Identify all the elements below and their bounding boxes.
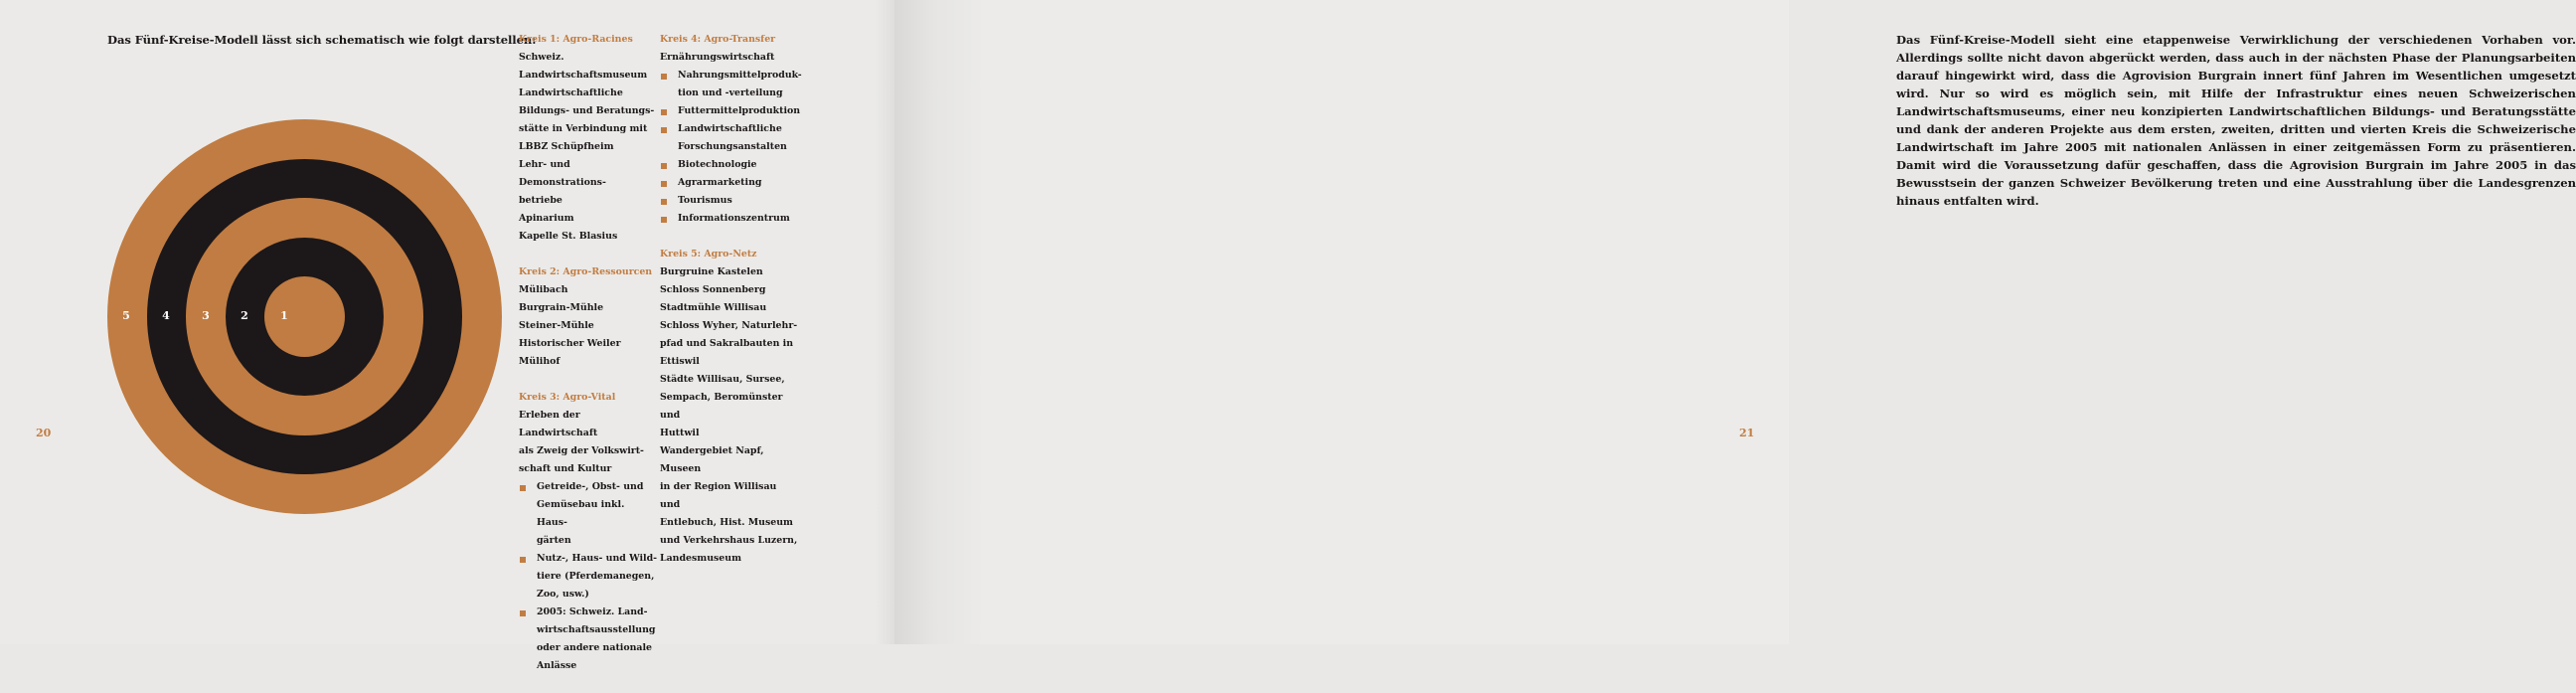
square-bullet-icon (520, 557, 526, 563)
bullet-text: Gemüsebau inkl. Haus- (537, 499, 625, 528)
bullet-item (660, 120, 799, 156)
list-item: Sempach, Beromünster und (660, 392, 783, 421)
ring-label-4: 4 (162, 309, 170, 322)
page-number-left: 20 (36, 427, 52, 439)
bullet-text: Landwirtschaftliche (678, 123, 782, 134)
list-item: Apinarium (519, 213, 574, 224)
bullet-text: Getreide-, Obst- und (537, 481, 644, 492)
ring-label-5: 5 (122, 309, 130, 322)
bullet-item (519, 478, 658, 550)
list-item: Landesmuseum (660, 553, 741, 564)
page-number-right: 21 (1739, 427, 1755, 439)
list-item: Wandergebiet Napf, Museen (660, 445, 764, 474)
list-item: Burgruine Kastelen (660, 266, 763, 277)
section-title: Kreis 4: Agro-Transfer (660, 34, 776, 45)
list-item: als Zweig der Volkswirt- (519, 445, 644, 456)
square-bullet-icon (661, 74, 667, 80)
list-item: Schloss Wyher, Naturlehr- (660, 320, 798, 331)
bullet-item (660, 156, 799, 174)
list-item: Ettiswil (660, 356, 700, 367)
list-item: in der Region Willisau und (660, 481, 777, 510)
bullet-text: Informationszentrum (678, 213, 790, 224)
list-item: Schweiz. (519, 52, 564, 63)
list-item: Historischer Weiler Mülihof (519, 338, 621, 367)
list-item: stätte in Verbindung mit (519, 123, 648, 134)
list-item: Schloss Sonnenberg (660, 284, 766, 295)
list-item: Entlebuch, Hist. Museum (660, 517, 793, 528)
bullet-text: Tourismus (678, 195, 732, 206)
list-item: Bildungs- und Beratungs- (519, 105, 655, 116)
list-item: Städte Willisau, Sursee, (660, 374, 785, 385)
list-item: pfad und Sakralbauten in (660, 338, 794, 349)
square-bullet-icon (520, 610, 526, 616)
left-page (0, 0, 894, 671)
bullet-text: Zoo, usw.) (537, 589, 589, 600)
book-spine-shadow (875, 0, 894, 644)
list-item: Lehr- und Demonstrations- (519, 159, 606, 188)
section-title: Kreis 2: Agro-Ressourcen (519, 266, 653, 277)
bullet-text: tion und -verteilung (678, 87, 783, 98)
list-item: Stadtmühle Willisau (660, 302, 767, 313)
list-item: betriebe (519, 195, 563, 206)
square-bullet-icon (520, 485, 526, 491)
list-item: Mülibach (519, 284, 568, 295)
list-item: Erleben der Landwirtschaft (519, 410, 598, 438)
bullet-item (660, 102, 799, 120)
list-item: Kapelle St. Blasius (519, 231, 618, 242)
bullet-text: 2005: Schweiz. Land- (537, 606, 648, 617)
bullet-text: Biotechnologie (678, 159, 757, 170)
legend-column-1 (519, 31, 658, 693)
body-paragraph: Das Fünf-Kreise-Modell sieht eine etappenweise Verwirklichung der verschiedenen Vorhaben vor. Allerdings sollte nicht davon abgerückt werden, dass auch in der nächsten Phase der Planungsarbeiten darauf hingewirkt wird, dass die Agrovision Burgrain innert fünf Jahren im Wesentlichen umgesetzt wird. Nur so wird es möglich sein, mit Hilfe der Infrastruktur eines neuen Schweizerischen Landwirtschaftsmuseums, einer neu konzipierten Landwirtschaftlichen Bildungs- und Beratungsstätte und dank der anderen Projekte aus dem ersten, zweiten, dritten und vierten Kreis die Schweizerische Landwirtschaft im Jahre 2005 mit nationalen Anlässen in einer zeitgemässen Form zu präsentieren. Damit wird die Voraussetzung dafür geschaffen, dass die Agrovision Burgrain im Jahre 2005 in das Bewusstsein der ganzen Schweizer Bevölkerung treten und eine Ausstrahlung über die Landesgrenzen hinaus entfalten wird. (1896, 33, 2576, 208)
bullet-text: Nutz-, Haus- und Wild- (537, 553, 658, 564)
ring-label-1: 1 (280, 309, 288, 322)
ring-label-3: 3 (202, 309, 210, 322)
list-item: LBBZ Schüpfheim (519, 141, 614, 152)
kreis-3-section (519, 389, 658, 675)
kreis-5-section (660, 246, 799, 568)
square-bullet-icon (661, 181, 667, 187)
list-item: Ernährungswirtschaft (660, 52, 775, 63)
square-bullet-icon (661, 109, 667, 115)
bullet-item (660, 210, 799, 228)
square-bullet-icon (661, 217, 667, 223)
square-bullet-icon (661, 163, 667, 169)
bullet-text: tiere (Pferdemanegen, (537, 571, 655, 582)
bullet-item (660, 192, 799, 210)
bullet-item (519, 604, 658, 675)
section-title: Kreis 5: Agro-Netz (660, 249, 757, 260)
section-title: Kreis 1: Agro-Racines (519, 34, 633, 45)
bullet-text: Nahrungsmittelproduk- (678, 70, 802, 81)
bullet-item (519, 550, 658, 604)
list-item: Huttwil (660, 428, 700, 438)
kreis-2-section (519, 263, 658, 371)
list-item: schaft und Kultur (519, 463, 612, 474)
right-page (894, 0, 2576, 644)
kreis-1-section (519, 31, 658, 246)
bullet-text: Forschungsanstalten (678, 141, 787, 152)
kreis-4-section (660, 31, 802, 228)
intro-heading: Das Fünf-Kreise-Modell lässt sich schematisch wie folgt darstellen: (107, 33, 537, 47)
list-item: Steiner-Mühle (519, 320, 594, 331)
bullet-item (660, 174, 799, 192)
five-circles-diagram (107, 119, 502, 514)
bullet-text: wirtschaftsausstellung (537, 624, 656, 635)
bullet-text: Futtermittelproduktion (678, 105, 801, 116)
bullet-text: Anlässe (537, 660, 577, 671)
list-item: Landwirtschaftsmuseum (519, 70, 648, 81)
bullet-text: oder andere nationale (537, 642, 653, 653)
ring-label-2: 2 (241, 309, 248, 322)
bullet-item (660, 67, 802, 102)
section-title: Kreis 3: Agro-Vital (519, 392, 616, 403)
bullet-text: Agrarmarketing (678, 177, 762, 188)
legend-column-2 (660, 31, 802, 586)
list-item: Landwirtschaftliche (519, 87, 623, 98)
square-bullet-icon (661, 127, 667, 133)
bullet-text: gärten (537, 535, 571, 546)
square-bullet-icon (661, 199, 667, 205)
list-item: und Verkehrshaus Luzern, (660, 535, 798, 546)
list-item: Burgrain-Mühle (519, 302, 604, 313)
